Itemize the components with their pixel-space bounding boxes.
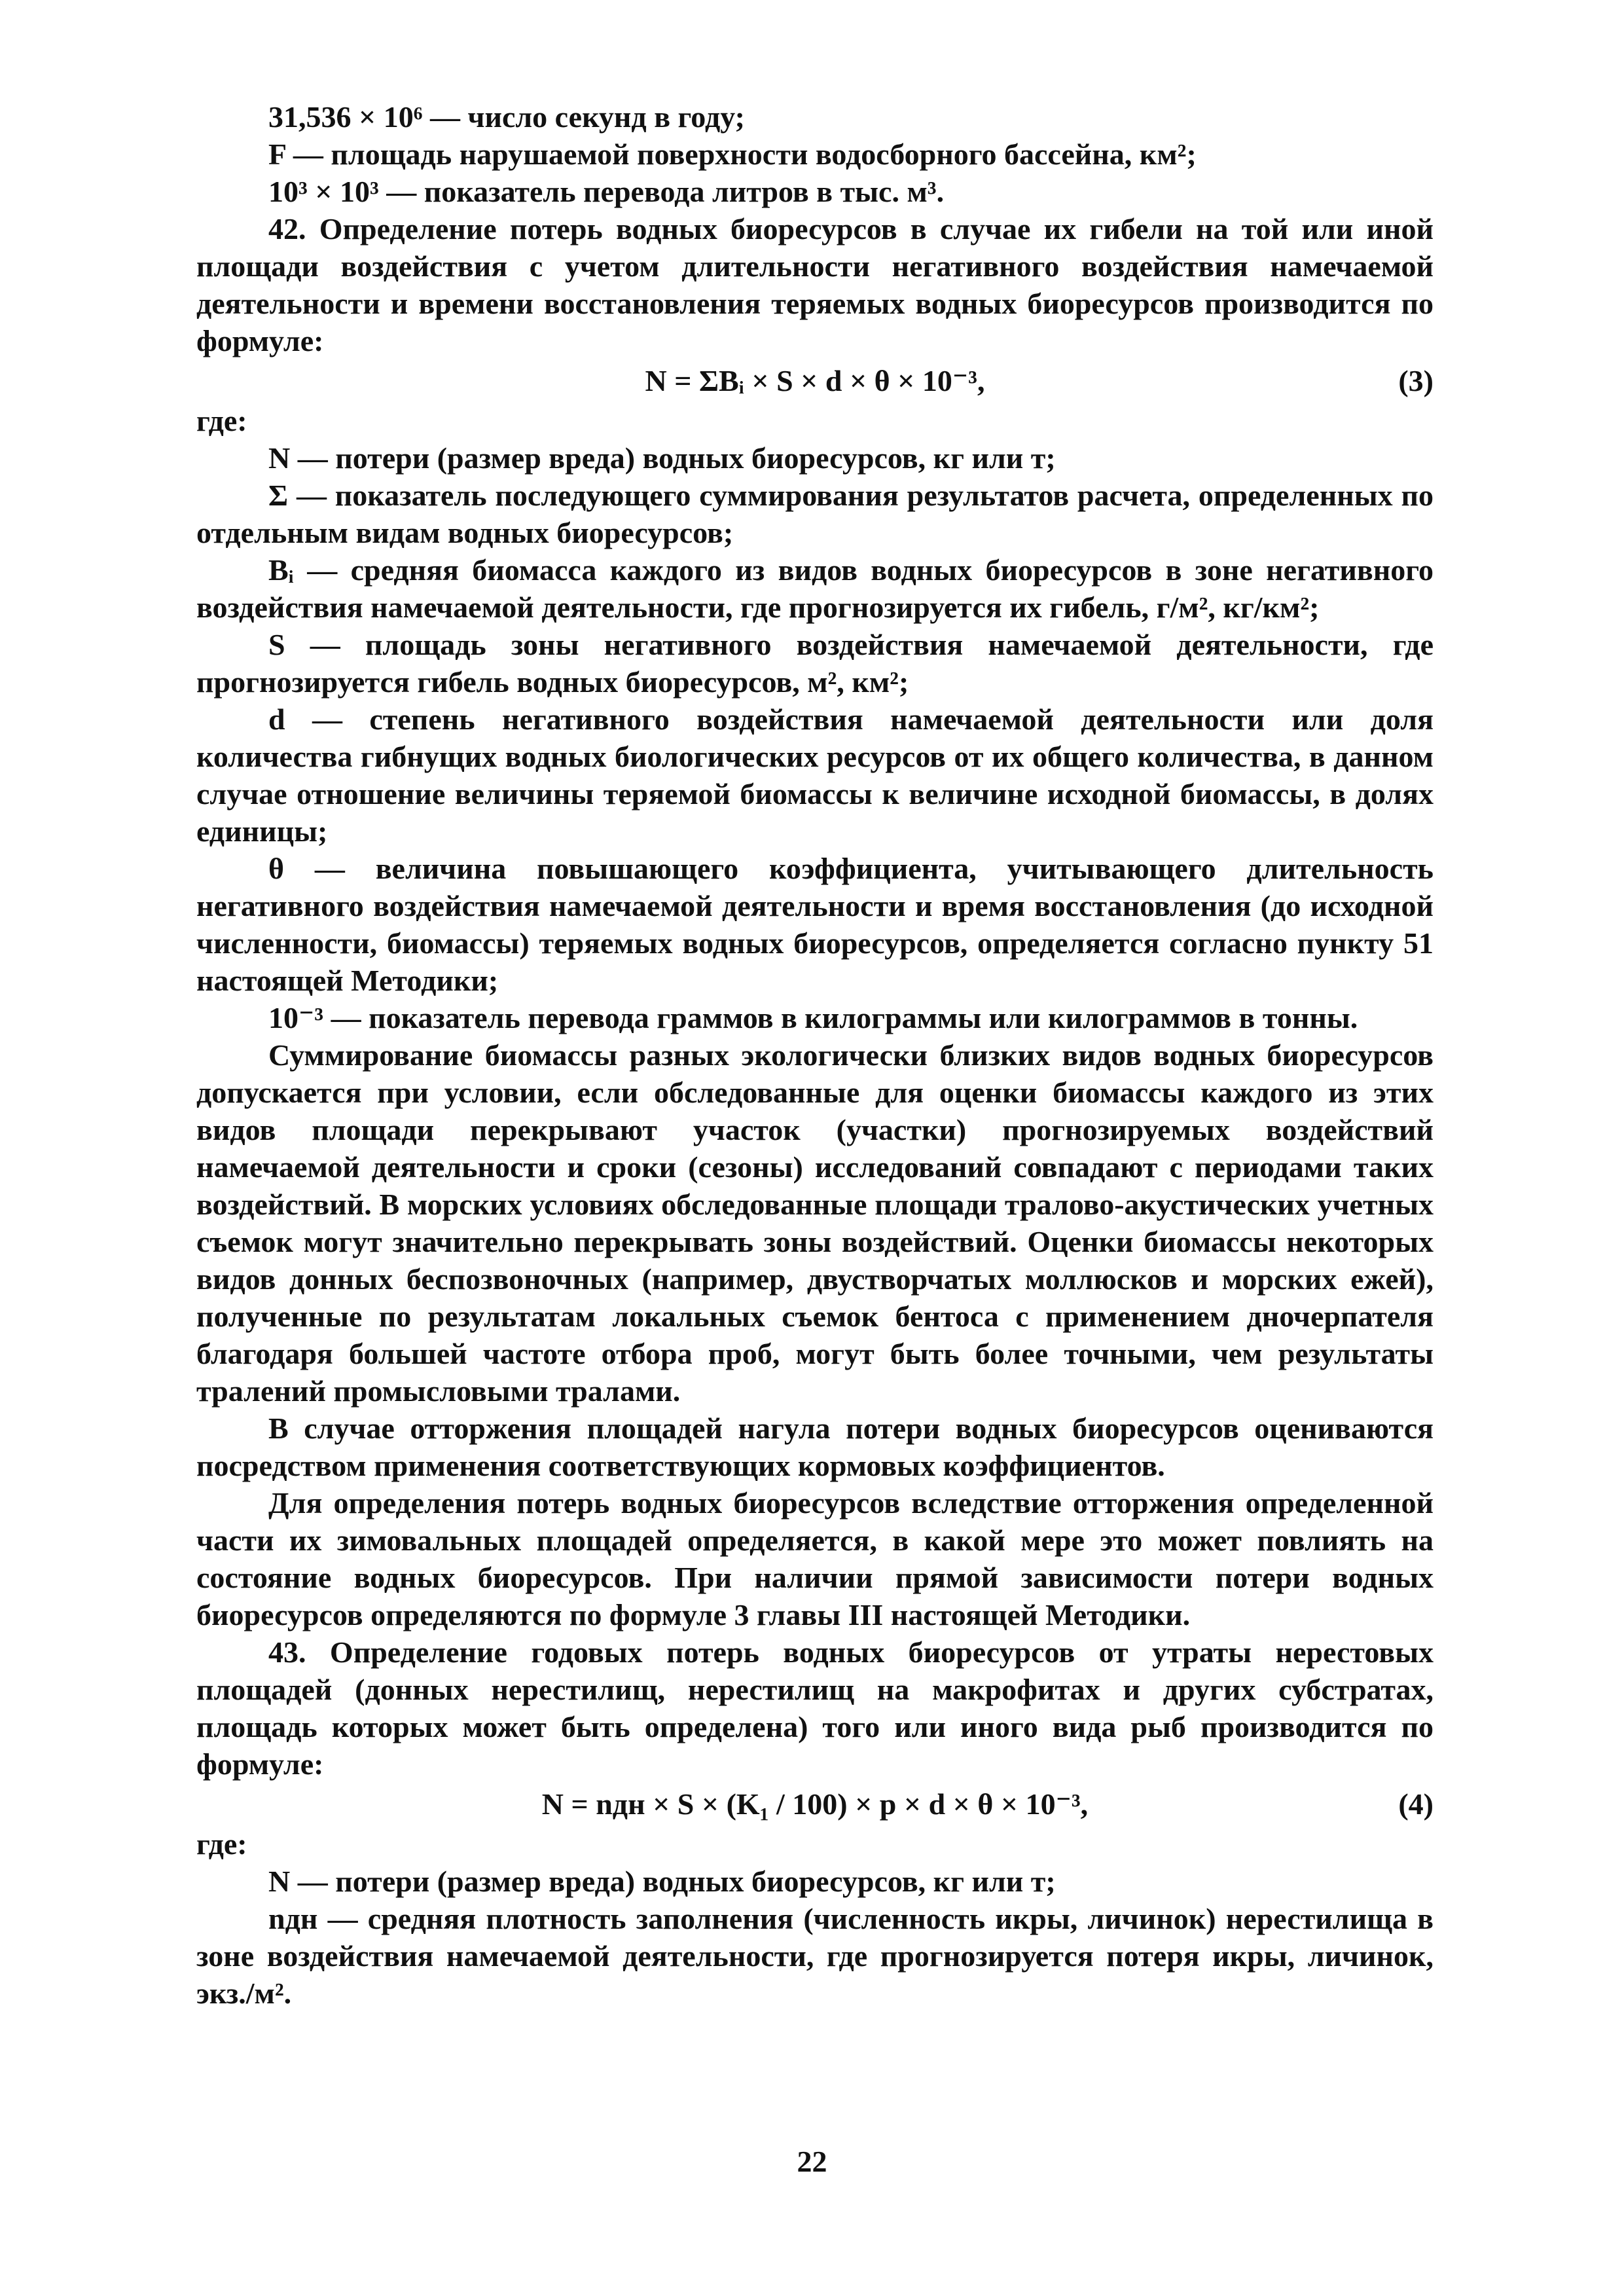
definition-item: nдн — средняя плотность заполнения (численность икры, личинок) нерестилища в зоне воздействия намечаемой деятельности, где прогнозируется потеря икры, личинок, экз./м². xyxy=(196,1902,1434,2010)
paragraph-wintering-areas: Для определения потерь водных биоресурсов вследствие отторжения определенной части их зимовальных площадей определяется, в какой мере это может повлиять на состояние водных биоресурсов. При наличии прямой зависимости потери водных биоресурсов определяются по формуле 3 главы III настоящей Методики. xyxy=(196,1486,1434,1631)
definition-item: Σ — показатель последующего суммирования результатов расчета, определенных по отдельным видам водных биоресурсов; xyxy=(196,479,1434,549)
paragraph-feeding-areas: В случае отторжения площадей нагула потери водных биоресурсов оцениваются посредством применения соответствующих кормовых коэффициентов. xyxy=(196,1412,1434,1482)
text-line: 31,536 × 10⁶ — число секунд в году; xyxy=(268,100,745,134)
where-label: где: xyxy=(196,1827,247,1861)
formula-4-number: (4) xyxy=(1398,1787,1434,1821)
formula-4-row xyxy=(196,1785,1434,1823)
formula-4: N = nдн × S × (K₁ / 100) × p × d × θ × 10⁻³, xyxy=(541,1787,1089,1821)
paragraph-summation: Суммирование биомассы разных экологически близких видов водных биоресурсов допускается при условии, если обследованные для оценки биомассы каждого из этих видов площади перекрывают участок (участки) прогнозируемых воздействий намечаемой деятельности и сроки (сезоны) исследований совпадают с периодами таких воздействий. В морских условиях обследованные площади тралово-акустических учетных съемок могут значительно перекрывать зоны воздействий. Оценки биомассы некоторых видов донных беспозвоночных (например, двустворчатых моллюсков и морских ежей), полученные по результатам локальных съемок бентоса с применением дночерпателя благодаря большей частоте отбора проб, могут быть более точными, чем результаты тралений промысловыми тралами. xyxy=(196,1038,1434,1408)
paragraph-42: 42. Определение потерь водных биоресурсов в случае их гибели на той или иной площади воздействия с учетом длительности негативного воздействия намечаемой деятельности и времени восстановления теряемых водных биоресурсов производится по формуле: xyxy=(196,212,1434,357)
definition-item: d — степень негативного воздействия намечаемой деятельности или доля количества гибнущих водных биологических ресурсов от их общего количества, в данном случае отношение величины теряемой биомассы к величине исходной биомассы, в долях единицы; xyxy=(196,702,1434,848)
definition-item: Bᵢ — средняя биомасса каждого из видов водных биоресурсов в зоне негативного воздействия намечаемой деятельности, где прогнозируется их гибель, г/м², кг/км²; xyxy=(196,553,1434,624)
formula-3: N = ΣBᵢ × S × d × θ × 10⁻³, xyxy=(645,364,985,397)
paragraph-43: 43. Определение годовых потерь водных биоресурсов от утраты нерестовых площадей (донных нерестилищ, нерестилищ на макрофитах и других субстратах, площадь которых может быть определена) того или иного вида рыб производится по формуле: xyxy=(196,1635,1434,1781)
definition-item: S — площадь зоны негативного воздействия намечаемой деятельности, где прогнозируется гибель водных биоресурсов, м², км²; xyxy=(196,628,1434,699)
definition-item: θ — величина повышающего коэффициента, учитывающего длительность негативного воздействия намечаемой деятельности и время восстановления (до исходной численности, биомассы) теряемых водных биоресурсов, определяется согласно пункту 51 настоящей Методики; xyxy=(196,852,1434,997)
definition-item: N — потери (размер вреда) водных биоресурсов, кг или т; xyxy=(268,1865,1056,1898)
where-label: где: xyxy=(196,404,247,437)
definition-item: N — потери (размер вреда) водных биоресурсов, кг или т; xyxy=(268,441,1056,475)
definition-item: 10⁻³ — показатель перевода граммов в килограммы или килограммов в тонны. xyxy=(268,1001,1358,1034)
text-line: 10³ × 10³ — показатель перевода литров в тыс. м³. xyxy=(268,175,945,208)
text-line: F — площадь нарушаемой поверхности водосборного бассейна, км²; xyxy=(268,137,1197,171)
document-page xyxy=(196,98,1434,2012)
formula-3-number: (3) xyxy=(1398,364,1434,397)
formula-3-row xyxy=(196,362,1434,399)
page-number: 22 xyxy=(797,2145,827,2178)
